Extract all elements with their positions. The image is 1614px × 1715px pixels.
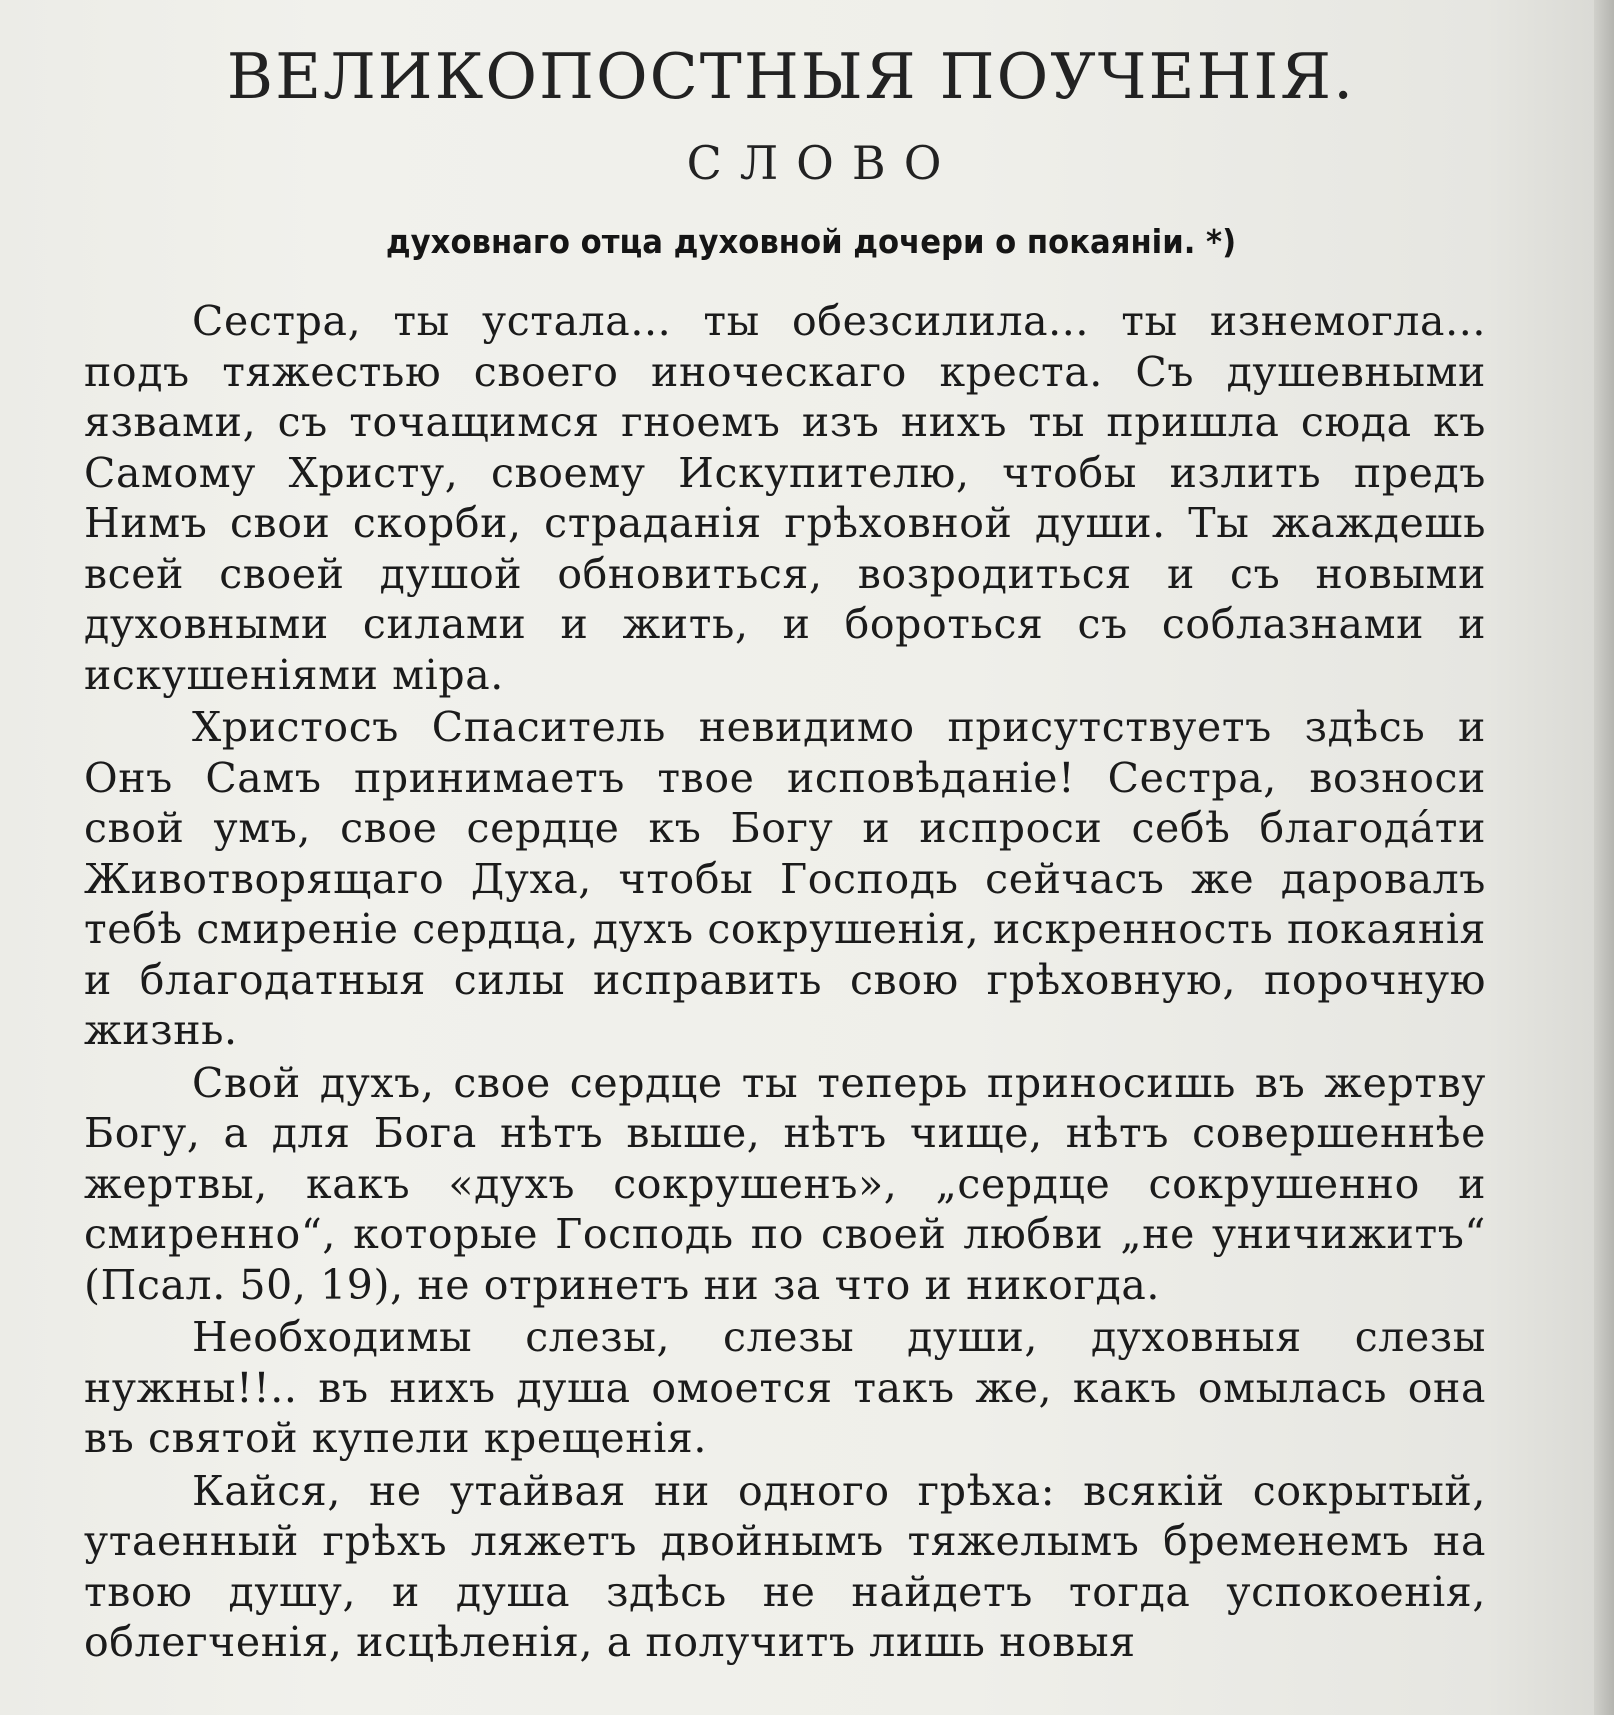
subtitle: духовнаго отца духовной дочери о покаяніи. *) <box>385 222 1237 261</box>
page-edge-shadow <box>1594 0 1614 1715</box>
paragraph: Свой духъ, свое сердце ты теперь приносишь въ жертву Богу, а для Бога нѣтъ выше, нѣтъ чище, нѣтъ совершеннѣе жертвы, какъ «духъ сокрушенъ», „сердце сокрушенно и смиренно“, которые Господь по своей любви „не уничижитъ“ (Псал. 50, 19), не отринетъ ни за что и никогда. <box>84 1058 1486 1309</box>
paragraph: Кайся, не утайвая ни одного грѣха: всякій сокрытый, утаенный грѣхъ ляжетъ двойнымъ тяжелымъ бременемъ на твою душу, и душа здѣсь не найдетъ тогда успокоенія, облегченія, исцѣленія, а получитъ лишь новыя <box>84 1466 1486 1666</box>
paragraph: Необходимы слезы, слезы души, духовныя слезы нужны!!.. въ нихъ душа омоется такъ же, какъ омылась она въ святой купели крещенія. <box>84 1313 1486 1462</box>
page-title: ВЕЛИКОПОСТНЫЯ ПОУЧЕНІЯ. <box>226 40 1356 113</box>
section-heading: СЛОВО <box>686 136 960 190</box>
body-text <box>84 296 1486 1670</box>
paragraph: Сестра, ты устала... ты обезсилила... ты изнемогла... подъ тяжестью своего иноческаго креста. Съ душевными язвами, съ точащимся гноемъ изъ нихъ ты пришла сюда къ Самому Христу, своему Искупителю, чтобы излить предъ Нимъ свои скорби, страданія грѣховной души. Ты жаждешь всей своей душой обновиться, возродиться и съ новыми духовными силами и жить, и бороться съ соблазнами и искушеніями міра. <box>84 297 1486 699</box>
paragraph: Христосъ Спаситель невидимо присутствуетъ здѣсь и Онъ Самъ принимаетъ твое исповѣданіе! Сестра, возноси свой умъ, свое сердце къ Богу и испроси себѣ благодáти Животворящаго Духа, чтобы Господь сейчасъ же даровалъ тебѣ смиреніе сердца, духъ сокрушенія, искренность покаянія и благодатныя силы исправить свою грѣховную, порочную жизнь. <box>84 703 1486 1054</box>
